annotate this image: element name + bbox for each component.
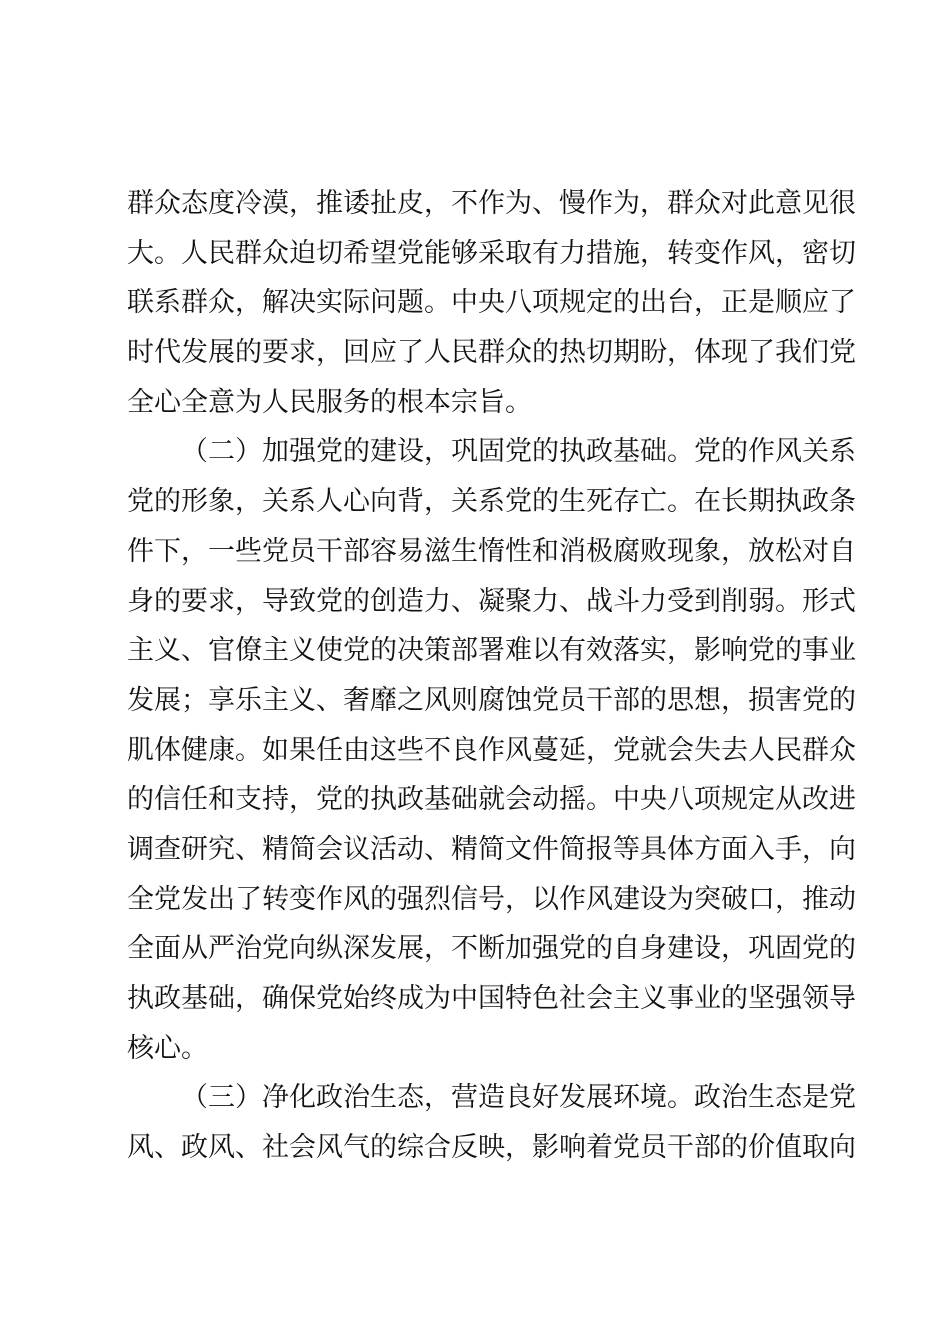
body-text	[127, 179, 856, 1173]
text-line: （二）加强党的建设，巩固党的执政基础。党的作风关系	[181, 436, 856, 468]
text-line: 身的要求，导致党的创造力、凝聚力、战斗力受到削弱。形式	[127, 585, 856, 617]
text-line: 核心。	[127, 1032, 208, 1064]
paragraph-3	[127, 1073, 856, 1172]
text-line: 的信任和支持，党的执政基础就会动摇。中央八项规定从改进	[127, 784, 856, 816]
text-line: （三）净化政治生态，营造良好发展环境。政治生态是党	[181, 1082, 856, 1114]
text-line: 党的形象，关系人心向背，关系党的生死存亡。在长期执政条	[127, 486, 856, 518]
text-line: 全党发出了转变作风的强烈信号，以作风建设为突破口，推动	[127, 883, 856, 915]
text-line: 件下，一些党员干部容易滋生惰性和消极腐败现象，放松对自	[127, 535, 856, 567]
text-line: 风、政风、社会风气的综合反映，影响着党员干部的价值取向	[127, 1132, 856, 1164]
text-line: 群众态度冷漠，推诿扯皮，不作为、慢作为，群众对此意见很	[127, 188, 856, 219]
text-line: 联系群众，解决实际问题。中央八项规定的出台，正是顺应了	[127, 287, 856, 319]
text-line: 全面从严治党向纵深发展，不断加强党的自身建设，巩固党的	[127, 933, 856, 965]
text-line: 执政基础，确保党始终成为中国特色社会主义事业的坚强领导	[127, 983, 856, 1014]
text-line: 肌体健康。如果任由这些不良作风蔓延，党就会失去人民群众	[127, 734, 856, 766]
paragraph-2	[127, 427, 856, 1073]
text-line: 大。人民群众迫切希望党能够采取有力措施，转变作风，密切	[127, 237, 856, 269]
text-line: 调查研究、精简会议活动、精简文件简报等具体方面入手，向	[127, 833, 856, 865]
text-line: 时代发展的要求，回应了人民群众的热切期盼，体现了我们党	[127, 337, 856, 369]
paragraph-1	[127, 179, 856, 427]
text-line: 主义、官僚主义使党的决策部署难以有效落实，影响党的事业	[127, 635, 856, 667]
text-line: 全心全意为人民服务的根本宗旨。	[127, 386, 532, 418]
text-line: 发展；享乐主义、奢靡之风则腐蚀党员干部的思想，损害党的	[127, 684, 856, 716]
